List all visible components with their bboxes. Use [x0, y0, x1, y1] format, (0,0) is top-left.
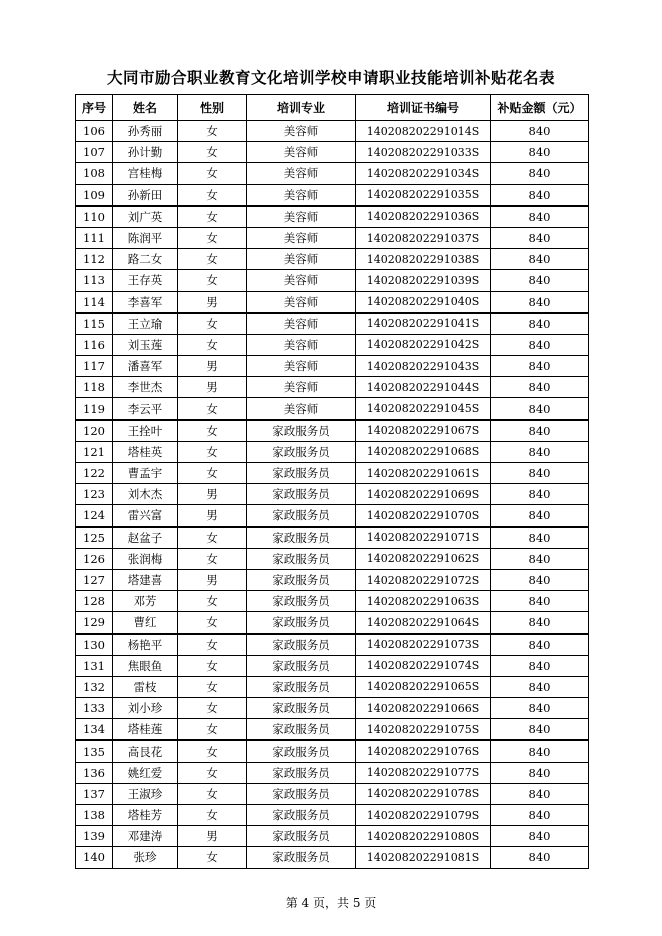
- cell-subsidy: 840: [491, 249, 589, 270]
- cell-major: 美容师: [247, 398, 356, 420]
- cell-major: 美容师: [247, 270, 356, 291]
- cell-major: 家政服务员: [247, 740, 356, 762]
- table-row: [76, 805, 589, 826]
- cell-index: 138: [76, 805, 113, 826]
- cell-gender: 女: [178, 548, 247, 569]
- table-row: [76, 612, 589, 634]
- cell-subsidy: 840: [491, 377, 589, 398]
- cell-major: 美容师: [247, 206, 356, 228]
- cell-name: 雷兴富: [113, 505, 178, 527]
- cell-name: 杨艳平: [113, 634, 178, 656]
- cell-name: 曹红: [113, 612, 178, 634]
- cell-certificate: 140208202291045S: [356, 398, 491, 420]
- table-row: [76, 591, 589, 612]
- cell-major: 家政服务员: [247, 634, 356, 656]
- table-row: [76, 634, 589, 656]
- cell-gender: 男: [178, 356, 247, 377]
- cell-gender: 女: [178, 740, 247, 762]
- table-row: [76, 505, 589, 527]
- cell-certificate: 140208202291066S: [356, 698, 491, 719]
- cell-name: 王立瑜: [113, 313, 178, 335]
- cell-index: 116: [76, 334, 113, 355]
- cell-major: 家政服务员: [247, 569, 356, 590]
- cell-subsidy: 840: [491, 420, 589, 442]
- cell-certificate: 140208202291076S: [356, 740, 491, 762]
- table-row: [76, 527, 589, 549]
- cell-index: 122: [76, 463, 113, 484]
- cell-major: 美容师: [247, 291, 356, 313]
- cell-name: 孙秀丽: [113, 121, 178, 142]
- cell-major: 美容师: [247, 163, 356, 184]
- cell-subsidy: 840: [491, 569, 589, 590]
- cell-gender: 女: [178, 121, 247, 142]
- cell-index: 126: [76, 548, 113, 569]
- cell-certificate: 140208202291079S: [356, 805, 491, 826]
- cell-certificate: 140208202291080S: [356, 826, 491, 847]
- table-row: [76, 249, 589, 270]
- table-row: [76, 719, 589, 741]
- cell-index: 127: [76, 569, 113, 590]
- cell-subsidy: 840: [491, 505, 589, 527]
- cell-subsidy: 840: [491, 398, 589, 420]
- cell-name: 路二女: [113, 249, 178, 270]
- cell-gender: 女: [178, 698, 247, 719]
- cell-gender: 女: [178, 719, 247, 741]
- cell-index: 129: [76, 612, 113, 634]
- cell-gender: 女: [178, 591, 247, 612]
- cell-subsidy: 840: [491, 527, 589, 549]
- cell-subsidy: 840: [491, 313, 589, 335]
- cell-major: 家政服务员: [247, 655, 356, 676]
- cell-certificate: 140208202291068S: [356, 441, 491, 462]
- table-row: [76, 676, 589, 697]
- cell-certificate: 140208202291044S: [356, 377, 491, 398]
- cell-certificate: 140208202291061S: [356, 463, 491, 484]
- cell-gender: 女: [178, 676, 247, 697]
- header-name: 姓名: [113, 95, 178, 121]
- cell-major: 家政服务员: [247, 698, 356, 719]
- cell-subsidy: 840: [491, 334, 589, 355]
- cell-certificate: 140208202291037S: [356, 227, 491, 248]
- page-footer: 第 4 页，共 5 页: [285, 896, 377, 910]
- table-row: [76, 377, 589, 398]
- cell-certificate: 140208202291064S: [356, 612, 491, 634]
- cell-major: 家政服务员: [247, 527, 356, 549]
- cell-certificate: 140208202291078S: [356, 783, 491, 804]
- cell-gender: 女: [178, 142, 247, 163]
- cell-name: 李云平: [113, 398, 178, 420]
- cell-certificate: 140208202291071S: [356, 527, 491, 549]
- table-row: [76, 484, 589, 505]
- header-subsidy: 补贴金额（元）: [491, 95, 589, 121]
- cell-gender: 女: [178, 163, 247, 184]
- cell-major: 家政服务员: [247, 463, 356, 484]
- cell-gender: 男: [178, 484, 247, 505]
- cell-gender: 女: [178, 655, 247, 676]
- cell-name: 李喜军: [113, 291, 178, 313]
- table-row: [76, 847, 589, 868]
- cell-subsidy: 840: [491, 270, 589, 291]
- cell-subsidy: 840: [491, 356, 589, 377]
- table-row: [76, 463, 589, 484]
- cell-major: 美容师: [247, 356, 356, 377]
- cell-index: 109: [76, 184, 113, 206]
- table-row: [76, 184, 589, 206]
- cell-certificate: 140208202291033S: [356, 142, 491, 163]
- table-row: [76, 740, 589, 762]
- cell-index: 121: [76, 441, 113, 462]
- cell-gender: 女: [178, 847, 247, 868]
- cell-certificate: 140208202291036S: [356, 206, 491, 228]
- cell-name: 潘喜军: [113, 356, 178, 377]
- cell-index: 130: [76, 634, 113, 656]
- header-certificate: 培训证书编号: [356, 95, 491, 121]
- cell-gender: 女: [178, 184, 247, 206]
- cell-index: 111: [76, 227, 113, 248]
- cell-gender: 女: [178, 420, 247, 442]
- cell-subsidy: 840: [491, 121, 589, 142]
- cell-subsidy: 840: [491, 184, 589, 206]
- cell-subsidy: 840: [491, 740, 589, 762]
- table-row: [76, 655, 589, 676]
- cell-certificate: 140208202291042S: [356, 334, 491, 355]
- table-row: [76, 291, 589, 313]
- cell-gender: 女: [178, 227, 247, 248]
- cell-certificate: 140208202291041S: [356, 313, 491, 335]
- cell-index: 115: [76, 313, 113, 335]
- cell-certificate: 140208202291014S: [356, 121, 491, 142]
- table-row: [76, 163, 589, 184]
- cell-name: 焦眼鱼: [113, 655, 178, 676]
- cell-gender: 男: [178, 377, 247, 398]
- cell-name: 邓芳: [113, 591, 178, 612]
- cell-certificate: 140208202291072S: [356, 569, 491, 590]
- cell-gender: 男: [178, 291, 247, 313]
- cell-index: 108: [76, 163, 113, 184]
- cell-index: 137: [76, 783, 113, 804]
- cell-subsidy: 840: [491, 634, 589, 656]
- cell-subsidy: 840: [491, 698, 589, 719]
- cell-index: 128: [76, 591, 113, 612]
- cell-name: 塔桂英: [113, 441, 178, 462]
- cell-index: 125: [76, 527, 113, 549]
- cell-name: 姚红爱: [113, 762, 178, 783]
- cell-major: 美容师: [247, 377, 356, 398]
- cell-gender: 男: [178, 505, 247, 527]
- table-row: [76, 121, 589, 142]
- cell-gender: 女: [178, 249, 247, 270]
- cell-index: 110: [76, 206, 113, 228]
- header-gender: 性别: [178, 95, 247, 121]
- cell-gender: 女: [178, 441, 247, 462]
- cell-name: 刘木杰: [113, 484, 178, 505]
- header-index: 序号: [76, 95, 113, 121]
- cell-index: 120: [76, 420, 113, 442]
- cell-gender: 女: [178, 612, 247, 634]
- cell-index: 135: [76, 740, 113, 762]
- cell-gender: 男: [178, 826, 247, 847]
- cell-index: 112: [76, 249, 113, 270]
- cell-subsidy: 840: [491, 847, 589, 868]
- subsidy-roster-table: [75, 94, 589, 869]
- cell-index: 113: [76, 270, 113, 291]
- cell-name: 雷枝: [113, 676, 178, 697]
- cell-subsidy: 840: [491, 676, 589, 697]
- cell-certificate: 140208202291067S: [356, 420, 491, 442]
- table-row: [76, 398, 589, 420]
- cell-major: 家政服务员: [247, 676, 356, 697]
- cell-index: 133: [76, 698, 113, 719]
- cell-certificate: 140208202291035S: [356, 184, 491, 206]
- cell-name: 赵盆子: [113, 527, 178, 549]
- cell-major: 美容师: [247, 142, 356, 163]
- cell-major: 家政服务员: [247, 719, 356, 741]
- cell-major: 家政服务员: [247, 826, 356, 847]
- cell-name: 曹孟宇: [113, 463, 178, 484]
- cell-certificate: 140208202291070S: [356, 505, 491, 527]
- cell-name: 刘玉莲: [113, 334, 178, 355]
- cell-certificate: 140208202291034S: [356, 163, 491, 184]
- table-row: [76, 227, 589, 248]
- cell-subsidy: 840: [491, 463, 589, 484]
- cell-certificate: 140208202291065S: [356, 676, 491, 697]
- cell-name: 李世杰: [113, 377, 178, 398]
- cell-gender: 女: [178, 398, 247, 420]
- cell-name: 塔桂莲: [113, 719, 178, 741]
- cell-gender: 男: [178, 569, 247, 590]
- cell-certificate: 140208202291043S: [356, 356, 491, 377]
- cell-major: 美容师: [247, 313, 356, 335]
- cell-gender: 女: [178, 270, 247, 291]
- cell-name: 王拴叶: [113, 420, 178, 442]
- table-row: [76, 334, 589, 355]
- cell-name: 王淑珍: [113, 783, 178, 804]
- cell-subsidy: 840: [491, 163, 589, 184]
- cell-index: 106: [76, 121, 113, 142]
- cell-major: 家政服务员: [247, 612, 356, 634]
- cell-gender: 女: [178, 527, 247, 549]
- cell-major: 家政服务员: [247, 505, 356, 527]
- table-row: [76, 826, 589, 847]
- cell-certificate: 140208202291062S: [356, 548, 491, 569]
- table-row: [76, 548, 589, 569]
- cell-index: 124: [76, 505, 113, 527]
- cell-subsidy: 840: [491, 719, 589, 741]
- cell-name: 邓建涛: [113, 826, 178, 847]
- cell-subsidy: 840: [491, 826, 589, 847]
- cell-major: 家政服务员: [247, 783, 356, 804]
- cell-index: 139: [76, 826, 113, 847]
- cell-index: 131: [76, 655, 113, 676]
- cell-index: 140: [76, 847, 113, 868]
- cell-subsidy: 840: [491, 484, 589, 505]
- cell-major: 美容师: [247, 227, 356, 248]
- cell-name: 塔建喜: [113, 569, 178, 590]
- cell-subsidy: 840: [491, 805, 589, 826]
- cell-gender: 女: [178, 634, 247, 656]
- cell-name: 刘广英: [113, 206, 178, 228]
- cell-certificate: 140208202291063S: [356, 591, 491, 612]
- header-major: 培训专业: [247, 95, 356, 121]
- cell-gender: 女: [178, 334, 247, 355]
- cell-subsidy: 840: [491, 227, 589, 248]
- cell-major: 家政服务员: [247, 441, 356, 462]
- table-row: [76, 569, 589, 590]
- cell-major: 美容师: [247, 184, 356, 206]
- cell-index: 134: [76, 719, 113, 741]
- cell-subsidy: 840: [491, 762, 589, 783]
- cell-gender: 女: [178, 762, 247, 783]
- cell-index: 136: [76, 762, 113, 783]
- cell-certificate: 140208202291074S: [356, 655, 491, 676]
- table-row: [76, 356, 589, 377]
- cell-major: 家政服务员: [247, 548, 356, 569]
- cell-subsidy: 840: [491, 206, 589, 228]
- cell-subsidy: 840: [491, 783, 589, 804]
- table-row: [76, 270, 589, 291]
- cell-name: 孙计勤: [113, 142, 178, 163]
- table-row: [76, 313, 589, 335]
- cell-index: 132: [76, 676, 113, 697]
- cell-certificate: 140208202291077S: [356, 762, 491, 783]
- page-title: 大同市励合职业教育文化培训学校申请职业技能培训补贴花名表: [106, 69, 555, 87]
- cell-name: 宫桂梅: [113, 163, 178, 184]
- cell-certificate: 140208202291069S: [356, 484, 491, 505]
- cell-name: 陈润平: [113, 227, 178, 248]
- cell-subsidy: 840: [491, 591, 589, 612]
- table-row: [76, 206, 589, 228]
- table-header-row: [76, 95, 589, 121]
- table-body: [76, 121, 589, 869]
- cell-index: 119: [76, 398, 113, 420]
- table-row: [76, 783, 589, 804]
- cell-gender: 女: [178, 463, 247, 484]
- cell-certificate: 140208202291081S: [356, 847, 491, 868]
- cell-subsidy: 840: [491, 655, 589, 676]
- cell-subsidy: 840: [491, 612, 589, 634]
- cell-name: 张珍: [113, 847, 178, 868]
- table-row: [76, 420, 589, 442]
- cell-major: 美容师: [247, 249, 356, 270]
- cell-name: 刘小珍: [113, 698, 178, 719]
- table-row: [76, 142, 589, 163]
- table-row: [76, 762, 589, 783]
- cell-name: 塔桂芳: [113, 805, 178, 826]
- cell-certificate: 140208202291073S: [356, 634, 491, 656]
- cell-name: 孙新田: [113, 184, 178, 206]
- cell-subsidy: 840: [491, 291, 589, 313]
- cell-subsidy: 840: [491, 548, 589, 569]
- cell-index: 118: [76, 377, 113, 398]
- cell-name: 王存英: [113, 270, 178, 291]
- cell-index: 114: [76, 291, 113, 313]
- cell-certificate: 140208202291075S: [356, 719, 491, 741]
- cell-name: 张润梅: [113, 548, 178, 569]
- cell-certificate: 140208202291039S: [356, 270, 491, 291]
- cell-gender: 女: [178, 206, 247, 228]
- cell-certificate: 140208202291038S: [356, 249, 491, 270]
- cell-gender: 女: [178, 313, 247, 335]
- cell-name: 高艮花: [113, 740, 178, 762]
- cell-major: 美容师: [247, 334, 356, 355]
- cell-index: 107: [76, 142, 113, 163]
- cell-major: 家政服务员: [247, 847, 356, 868]
- cell-major: 家政服务员: [247, 762, 356, 783]
- cell-index: 117: [76, 356, 113, 377]
- cell-subsidy: 840: [491, 142, 589, 163]
- table-row: [76, 441, 589, 462]
- cell-major: 美容师: [247, 121, 356, 142]
- cell-major: 家政服务员: [247, 420, 356, 442]
- cell-major: 家政服务员: [247, 484, 356, 505]
- cell-gender: 女: [178, 783, 247, 804]
- cell-major: 家政服务员: [247, 805, 356, 826]
- cell-certificate: 140208202291040S: [356, 291, 491, 313]
- cell-major: 家政服务员: [247, 591, 356, 612]
- table-row: [76, 698, 589, 719]
- cell-subsidy: 840: [491, 441, 589, 462]
- cell-index: 123: [76, 484, 113, 505]
- cell-gender: 女: [178, 805, 247, 826]
